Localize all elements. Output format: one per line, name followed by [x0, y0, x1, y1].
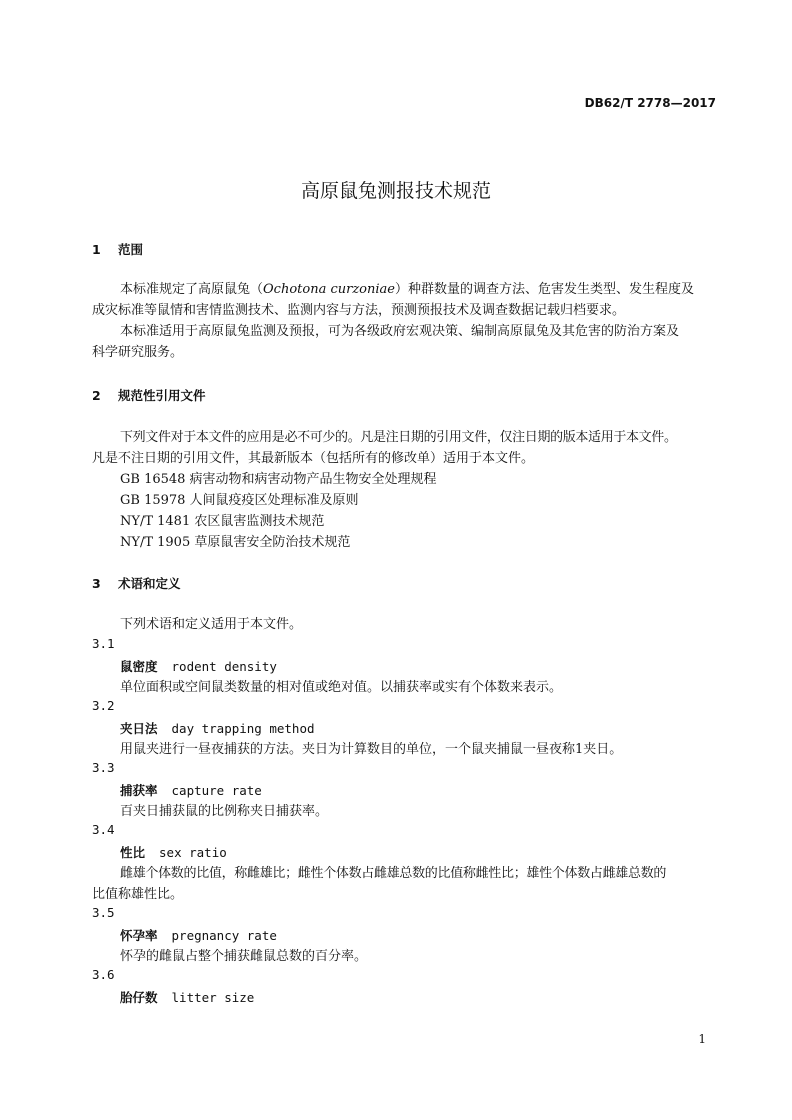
- term-entry: [120, 988, 254, 1006]
- section-3-heading: [92, 574, 181, 592]
- term-zh: 性比: [120, 845, 146, 860]
- text-span: ）种群数量的调查方法、危害发生类型、发生程度及: [394, 282, 694, 297]
- term-definition: 百夹日捕获鼠的比例称夹日捕获率。: [120, 804, 329, 819]
- paragraph-line: 下列术语和定义适用于本文件。: [120, 617, 303, 632]
- latin-name: Ochotona curzoniae: [263, 282, 395, 297]
- paragraph-line: 下列文件对于本文件的应用是必不可少的。凡是注日期的引用文件，仅注日期的版本适用于本文件。: [120, 430, 677, 445]
- document-title: 高原鼠兔测报技术规范: [300, 180, 491, 202]
- term-zh: 鼠密度: [120, 659, 158, 674]
- standard-code: DB62/T 2778—2017: [584, 96, 716, 110]
- text-span: 本标准规定了高原鼠兔（: [120, 282, 264, 297]
- reference-item: NY/T 1481 农区鼠害监测技术规范: [120, 514, 325, 529]
- term-entry: [120, 719, 315, 737]
- term-en: litter size: [171, 990, 255, 1005]
- reference-item: GB 15978 人间鼠疫疫区处理标准及原则: [120, 493, 359, 508]
- paragraph-line: 成灾标准等鼠情和害情监测技术、监测内容与方法，预测预报技术及调查数据记载归档要求。: [92, 303, 626, 318]
- section-title: 术语和定义: [118, 576, 181, 591]
- section-number: 1: [92, 242, 101, 257]
- term-en: sex ratio: [159, 845, 227, 860]
- paragraph-line: 本标准适用于高原鼠兔监测及预报，可为各级政府宏观决策、编制高原鼠兔及其危害的防治方案及: [120, 324, 680, 339]
- term-zh: 怀孕率: [120, 928, 158, 943]
- term-definition: 用鼠夹进行一昼夜捕获的方法。夹日为计算数目的单位，一个鼠夹捕鼠一昼夜称1夹日。: [120, 742, 623, 757]
- term-en: rodent density: [171, 659, 277, 674]
- term-entry: [120, 657, 277, 675]
- page-number: 1: [698, 1032, 706, 1046]
- term-definition: 怀孕的雌鼠占整个捕获雌鼠总数的百分率。: [120, 949, 368, 964]
- term-en: day trapping method: [171, 721, 315, 736]
- paragraph-line: 科学研究服务。: [92, 345, 184, 360]
- section-title: 规范性引用文件: [118, 388, 206, 403]
- term-en: pregnancy rate: [171, 928, 277, 943]
- paragraph-line: 凡是不注日期的引用文件，其最新版本（包括所有的修改单）适用于本文件。: [92, 451, 535, 466]
- term-zh: 捕获率: [120, 783, 158, 798]
- term-definition: 比值称雄性比。: [92, 887, 184, 902]
- term-number: 3.4: [92, 822, 115, 837]
- term-zh: 夹日法: [120, 721, 158, 736]
- section-number: 3: [92, 576, 101, 591]
- term-zh: 胎仔数: [120, 990, 158, 1005]
- term-number: 3.5: [92, 905, 115, 920]
- section-number: 2: [92, 388, 101, 403]
- term-entry: [120, 781, 262, 799]
- term-entry: [120, 843, 227, 861]
- term-entry: [120, 926, 277, 944]
- term-definition: 雌雄个体数的比值，称雌雄比；雌性个体数占雌雄总数的比值称雌性比；雄性个体数占雌雄总数的: [120, 866, 667, 881]
- term-number: 3.2: [92, 698, 115, 713]
- term-definition: 单位面积或空间鼠类数量的相对值或绝对值。以捕获率或实有个体数来表示。: [120, 680, 563, 695]
- reference-item: NY/T 1905 草原鼠害安全防治技术规范: [120, 535, 351, 550]
- paragraph-line: [120, 279, 694, 300]
- term-number: 3.1: [92, 636, 115, 651]
- section-2-heading: [92, 386, 206, 404]
- term-en: capture rate: [171, 783, 262, 798]
- reference-item: GB 16548 病害动物和病害动物产品生物安全处理规程: [120, 472, 437, 487]
- section-1-heading: [92, 240, 143, 258]
- term-number: 3.3: [92, 760, 115, 775]
- section-title: 范围: [118, 242, 144, 257]
- term-number: 3.6: [92, 967, 115, 982]
